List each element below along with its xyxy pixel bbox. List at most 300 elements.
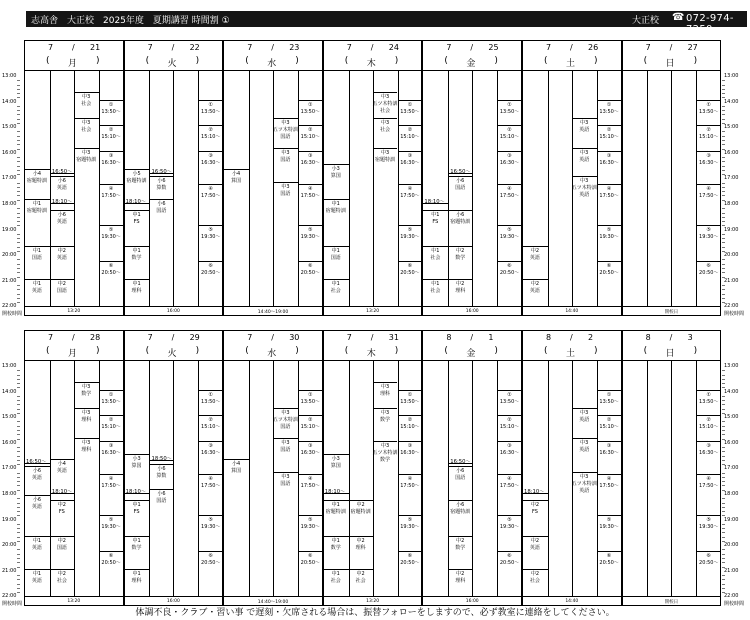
axis-minor-tick [17,567,20,568]
class-entry [356,571,366,585]
entry-subject: 英語 [31,475,42,482]
axis-minor-tick [722,579,725,580]
entry-grade: ④ [507,476,512,483]
date-slash: / [72,333,75,342]
period-slot [101,392,120,406]
class-entry [579,120,589,134]
period-slot [699,127,718,141]
entry-grade: 中3 [82,150,91,157]
entry-subject: 算国 [231,177,242,184]
entry-subject: 16:30〜 [400,449,420,456]
axis-minor-tick [17,268,20,269]
axis-minor-tick [17,528,20,529]
date-month: 7 [48,43,54,52]
class-entry [57,461,67,475]
axis-minor-tick [722,93,725,94]
entry-subject: 数学 [455,254,466,261]
start-time-line [448,173,472,174]
entry-subject: 15:10〜 [101,134,121,141]
period-slot [699,153,718,167]
entry-subject: 数学 [131,254,142,261]
slot-divider [522,569,548,570]
time-axis-label: 16:00 [2,439,17,446]
paren-close: ) [195,56,200,66]
period-slot [101,102,120,116]
axis-minor-tick [17,477,20,478]
period-slot [699,417,718,431]
paren-open: ( [544,346,548,356]
axis-footer-label: 開校時間 [724,311,745,318]
entry-subject: 五ツ木特訓 [571,480,597,487]
entry-subject: 16:30〜 [499,449,520,456]
time-axis-label: 17:00 [2,465,17,472]
class-entry [280,184,290,198]
entry-grade: ① [407,391,413,398]
axis-minor-tick [722,575,725,576]
axis-minor-tick [17,217,20,218]
axis-minor-tick [722,191,725,192]
slot-divider [448,500,472,501]
class-entry [331,571,341,585]
entry-grade: 中1 [32,570,42,577]
axis-minor-tick [17,532,20,533]
sub-column-divider [373,360,374,596]
period-slot [101,553,120,567]
slot-divider [497,100,522,101]
entry-grade: 中3 [580,150,589,157]
axis-minor-tick [17,161,20,162]
entry-grade: ④ [706,186,711,193]
entry-subject: 数学 [81,390,92,397]
time-axis-label: 15:00 [724,414,739,421]
date-day: 1 [488,333,494,342]
entry-subject: 国語 [280,423,291,430]
entry-subject: 20:50〜 [101,269,121,276]
entry-subject: 13:50〜 [699,398,719,405]
slot-divider [198,100,223,101]
entry-subject: 15:10〜 [499,424,520,431]
entry-subject: 社会 [330,287,341,294]
entry-grade: ① [706,101,711,108]
entry-grade: 小6 [32,496,42,503]
slot-divider [124,279,150,280]
entry-grade: 中3 [580,409,589,416]
entry-grade: ④ [407,186,413,193]
entry-subject: 五ツ木特訓 [272,416,298,423]
opening-hours: 14:40 [565,309,579,315]
slot-divider [398,125,423,126]
slot-divider [198,125,223,126]
opening-hours: 16:00 [465,599,479,605]
axis-minor-tick [722,562,725,563]
class-entry [579,440,589,454]
entry-grade: ⑤ [606,227,612,234]
entry-subject: 15:10〜 [699,424,719,431]
time-axis-label: 17:00 [724,465,739,472]
entry-subject: 19:30〜 [101,234,121,241]
axis-minor-tick [17,106,20,107]
slot-divider [597,225,622,226]
time-axis-label: 14:00 [2,98,17,105]
entry-grade: ③ [308,152,313,159]
class-entry [156,466,166,480]
time-axis-label: 21:00 [724,567,739,574]
slot-divider [497,125,522,126]
axis-minor-tick [17,490,20,491]
slot-divider [398,390,423,391]
start-time-line [149,173,173,174]
axis-minor-tick [722,140,725,141]
school-name: 大正校 [632,16,660,26]
entry-grade: 中2 [356,537,365,544]
time-axis-label: 18:00 [2,491,17,497]
entry-subject: 20:50〜 [400,559,420,566]
period-slot [500,127,519,141]
slot-divider [448,536,472,537]
entry-grade: 中1 [431,247,440,254]
weekday: 火 [167,349,177,359]
axis-minor-tick [17,183,20,184]
paren-close: ) [195,346,200,356]
date-day: 21 [90,43,101,52]
time-axis-label: 14:00 [2,388,17,395]
axis-minor-tick [722,404,725,405]
axis-minor-tick [17,579,20,580]
slot-divider [696,225,721,226]
entry-grade: 中1 [331,570,340,577]
class-entry [27,201,47,215]
axis-minor-tick [722,268,725,269]
footer-divider [223,306,323,307]
period-slot [599,102,618,116]
slot-divider [198,474,223,475]
class-entry [57,538,67,552]
axis-minor-tick [17,264,20,265]
opening-hours: 13:20 [366,599,380,605]
slot-divider [373,441,398,442]
slot-divider [398,551,423,552]
entry-subject: 理科 [355,544,366,551]
entry-subject: 国語 [455,475,466,482]
class-entry [450,212,470,226]
period-slot [201,186,220,200]
weekday: 月 [68,59,78,69]
entry-subject: 17:50〜 [101,193,121,200]
date-month: 7 [346,43,352,52]
entry-subject: 15:10〜 [201,424,221,431]
slot-divider [273,118,298,119]
class-entry [81,120,91,134]
slot-divider [597,515,622,516]
date-slash: / [570,43,573,52]
slot-divider [298,415,323,416]
slot-divider [572,118,597,119]
axis-minor-tick [17,238,20,239]
period-slot [599,153,618,167]
entry-subject: 19:30〜 [499,524,520,531]
date-slash: / [470,43,474,52]
class-entry [32,281,42,295]
sub-column-divider [198,360,199,596]
entry-subject: 17:50〜 [300,483,321,490]
entry-grade: ⑥ [108,552,114,559]
slot-divider [273,148,298,149]
entry-grade: 中3 [281,409,290,416]
entry-grade: ① [308,101,313,108]
slot-divider [597,184,622,185]
axis-minor-tick [722,272,725,273]
entry-subject: 数学 [380,416,391,423]
sub-column-divider [173,70,174,306]
paren-open: ( [145,346,150,356]
entry-grade: 中3 [82,383,91,390]
paren-close: ) [594,346,598,356]
period-slot [599,127,618,141]
date-slash: / [370,43,374,52]
entry-grade: ⑤ [706,517,711,524]
slot-divider [522,500,548,501]
entry-grade: 小6 [157,178,166,185]
axis-minor-tick [17,259,20,260]
sub-column-divider [249,70,250,306]
slot-divider [572,472,597,473]
opening-hours: 閉校日 [664,600,679,606]
entry-grade: ② [507,417,512,424]
class-entry [231,171,241,185]
slot-divider [298,441,323,442]
period-slot [599,476,618,490]
entry-subject: 数学 [455,544,466,551]
start-time: 16:50〜 [450,458,471,465]
entry-grade: 中3 [380,119,390,126]
time-axis-label: 14:00 [724,388,739,395]
entry-grade: ④ [706,476,711,483]
axis-minor-tick [722,426,725,427]
entry-subject: 英語 [529,254,540,261]
paren-close: ) [394,56,399,66]
axis-minor-tick [722,473,725,474]
slot-divider [99,261,124,262]
period-slot [101,227,120,241]
entry-grade: 中1 [431,280,440,287]
entry-grade: 中3 [380,409,390,416]
slot-divider [124,454,150,455]
axis-minor-tick [17,537,20,538]
time-axis-label: 19:00 [724,516,739,523]
slot-divider [298,551,323,552]
paren-open: ( [46,56,50,66]
paren-close: ) [96,346,100,356]
class-entry [273,120,298,141]
start-time-line [522,493,548,494]
entry-grade: ② [606,127,612,134]
slot-divider [497,261,522,262]
entry-grade: 小6 [157,201,166,208]
time-axis-label: 21:00 [2,567,17,574]
sub-column-divider [349,360,350,596]
footer-divider [522,596,622,597]
axis-minor-tick [17,195,20,196]
opening-hours: 13:20 [67,599,81,605]
class-entry [32,571,42,585]
entry-subject: 16:30〜 [400,159,420,166]
entry-grade: 中3 [82,409,91,416]
time-axis-label: 21:00 [2,277,17,284]
axis-minor-tick [722,208,725,209]
slot-divider [198,441,223,442]
class-entry [579,410,589,424]
axis-minor-tick [17,166,20,167]
slot-divider [448,466,472,467]
axis-minor-tick [17,447,20,448]
axis-minor-tick [722,136,725,137]
time-axis-label: 14:00 [724,98,739,105]
footer-divider [522,306,622,307]
class-entry [530,538,540,552]
entry-grade: 中1 [132,211,141,218]
entry-grade: 中2 [57,280,66,287]
entry-subject: 15:10〜 [101,424,121,431]
slot-divider [273,438,298,439]
axis-minor-tick [722,379,725,380]
slot-divider [349,536,373,537]
entry-subject: 数学 [330,544,341,551]
period-slot [400,476,419,490]
period-slot [699,102,718,116]
axis-minor-tick [17,473,20,474]
entry-grade: ⑤ [108,517,114,524]
axis-minor-tick [722,217,725,218]
opening-hours: 閉校日 [664,310,679,316]
period-slot [400,263,419,277]
entry-grade: ② [507,127,512,134]
slot-divider [696,151,721,152]
entry-grade: ④ [108,186,114,193]
entry-grade: 中1 [132,501,141,508]
entry-subject: 16:30〜 [201,449,221,456]
axis-minor-tick [722,144,725,145]
slot-divider [198,515,223,516]
class-entry [127,171,147,185]
entry-subject: 社会 [355,577,366,584]
slot-divider [398,151,423,152]
axis-minor-tick [722,170,725,171]
entry-subject: 国語 [280,190,291,197]
time-axis-label: 20:00 [2,252,17,259]
axis-minor-tick [722,507,725,508]
entry-subject: 16:30〜 [300,159,321,166]
axis-minor-tick [722,119,725,120]
paren-close: ) [693,346,698,356]
axis-minor-tick [17,370,20,371]
entry-subject: 17:50〜 [400,483,420,490]
entry-grade: 中3 [580,119,589,126]
slot-divider [696,515,721,516]
axis-minor-tick [17,251,20,252]
slot-divider [124,536,150,537]
entry-grade: 中2 [530,280,540,287]
period-slot [201,227,220,241]
sub-column-divider [647,360,648,596]
period-slot [699,517,718,531]
entry-grade: ⑥ [507,262,512,269]
class-entry [356,538,366,552]
slot-divider [99,100,124,101]
entry-grade: 中2 [57,537,66,544]
entry-grade: 小4 [32,170,42,177]
period-slot [699,476,718,490]
sub-column-divider [74,70,75,306]
entry-subject: 15:10〜 [201,134,221,141]
slot-divider [223,459,249,460]
class-entry [455,178,465,192]
entry-grade: 中1 [32,537,42,544]
slot-divider [298,184,323,185]
class-entry [231,461,241,475]
paren-open: ( [344,346,349,356]
entry-subject: 19:30〜 [599,234,619,241]
entry-subject: 13:50〜 [599,108,619,115]
period-slot [301,517,320,531]
sub-column-divider [349,70,350,306]
axis-minor-tick [17,413,20,414]
axis-minor-tick [17,277,20,278]
class-entry [572,178,597,199]
sub-column-divider [671,70,672,306]
axis-minor-tick [17,242,20,243]
entry-grade: ③ [606,152,612,159]
opening-hours: 13:20 [366,309,380,315]
axis-minor-tick [722,584,725,585]
slot-divider [99,125,124,126]
opening-hours: 13:20 [67,309,81,315]
slot-divider [398,515,423,516]
entry-grade: ② [706,417,711,424]
axis-minor-tick [17,498,20,499]
entry-grade: 中1 [331,280,340,287]
period-slot [301,392,320,406]
period-slot [301,227,320,241]
entry-subject: 20:50〜 [499,559,520,566]
entry-grade: ① [606,391,612,398]
period-slot [599,517,618,531]
entry-subject: 英語 [31,503,42,510]
entry-subject: 13:50〜 [101,108,121,115]
sub-column-divider [298,70,299,306]
slot-divider [24,199,50,200]
period-slot [301,102,320,116]
date-day: 31 [388,333,399,342]
entry-grade: 小6 [57,178,66,185]
entry-subject: 13:50〜 [300,398,321,405]
entry-grade: 中3 [82,119,91,126]
entry-subject: 20:50〜 [300,559,321,566]
date-day: 27 [687,43,698,52]
class-entry [380,384,390,398]
entry-subject: FS [133,218,140,225]
period-slot [201,417,220,431]
entry-grade: 中3 [281,440,290,447]
axis-minor-tick [17,464,20,465]
axis-minor-tick [722,242,725,243]
start-time-line [50,493,74,494]
entry-subject: 20:50〜 [201,559,221,566]
slot-divider [572,176,597,177]
slot-divider [198,184,223,185]
entry-grade: 中2 [530,570,540,577]
start-time: 16:50〜 [51,168,73,175]
class-entry [81,410,91,424]
